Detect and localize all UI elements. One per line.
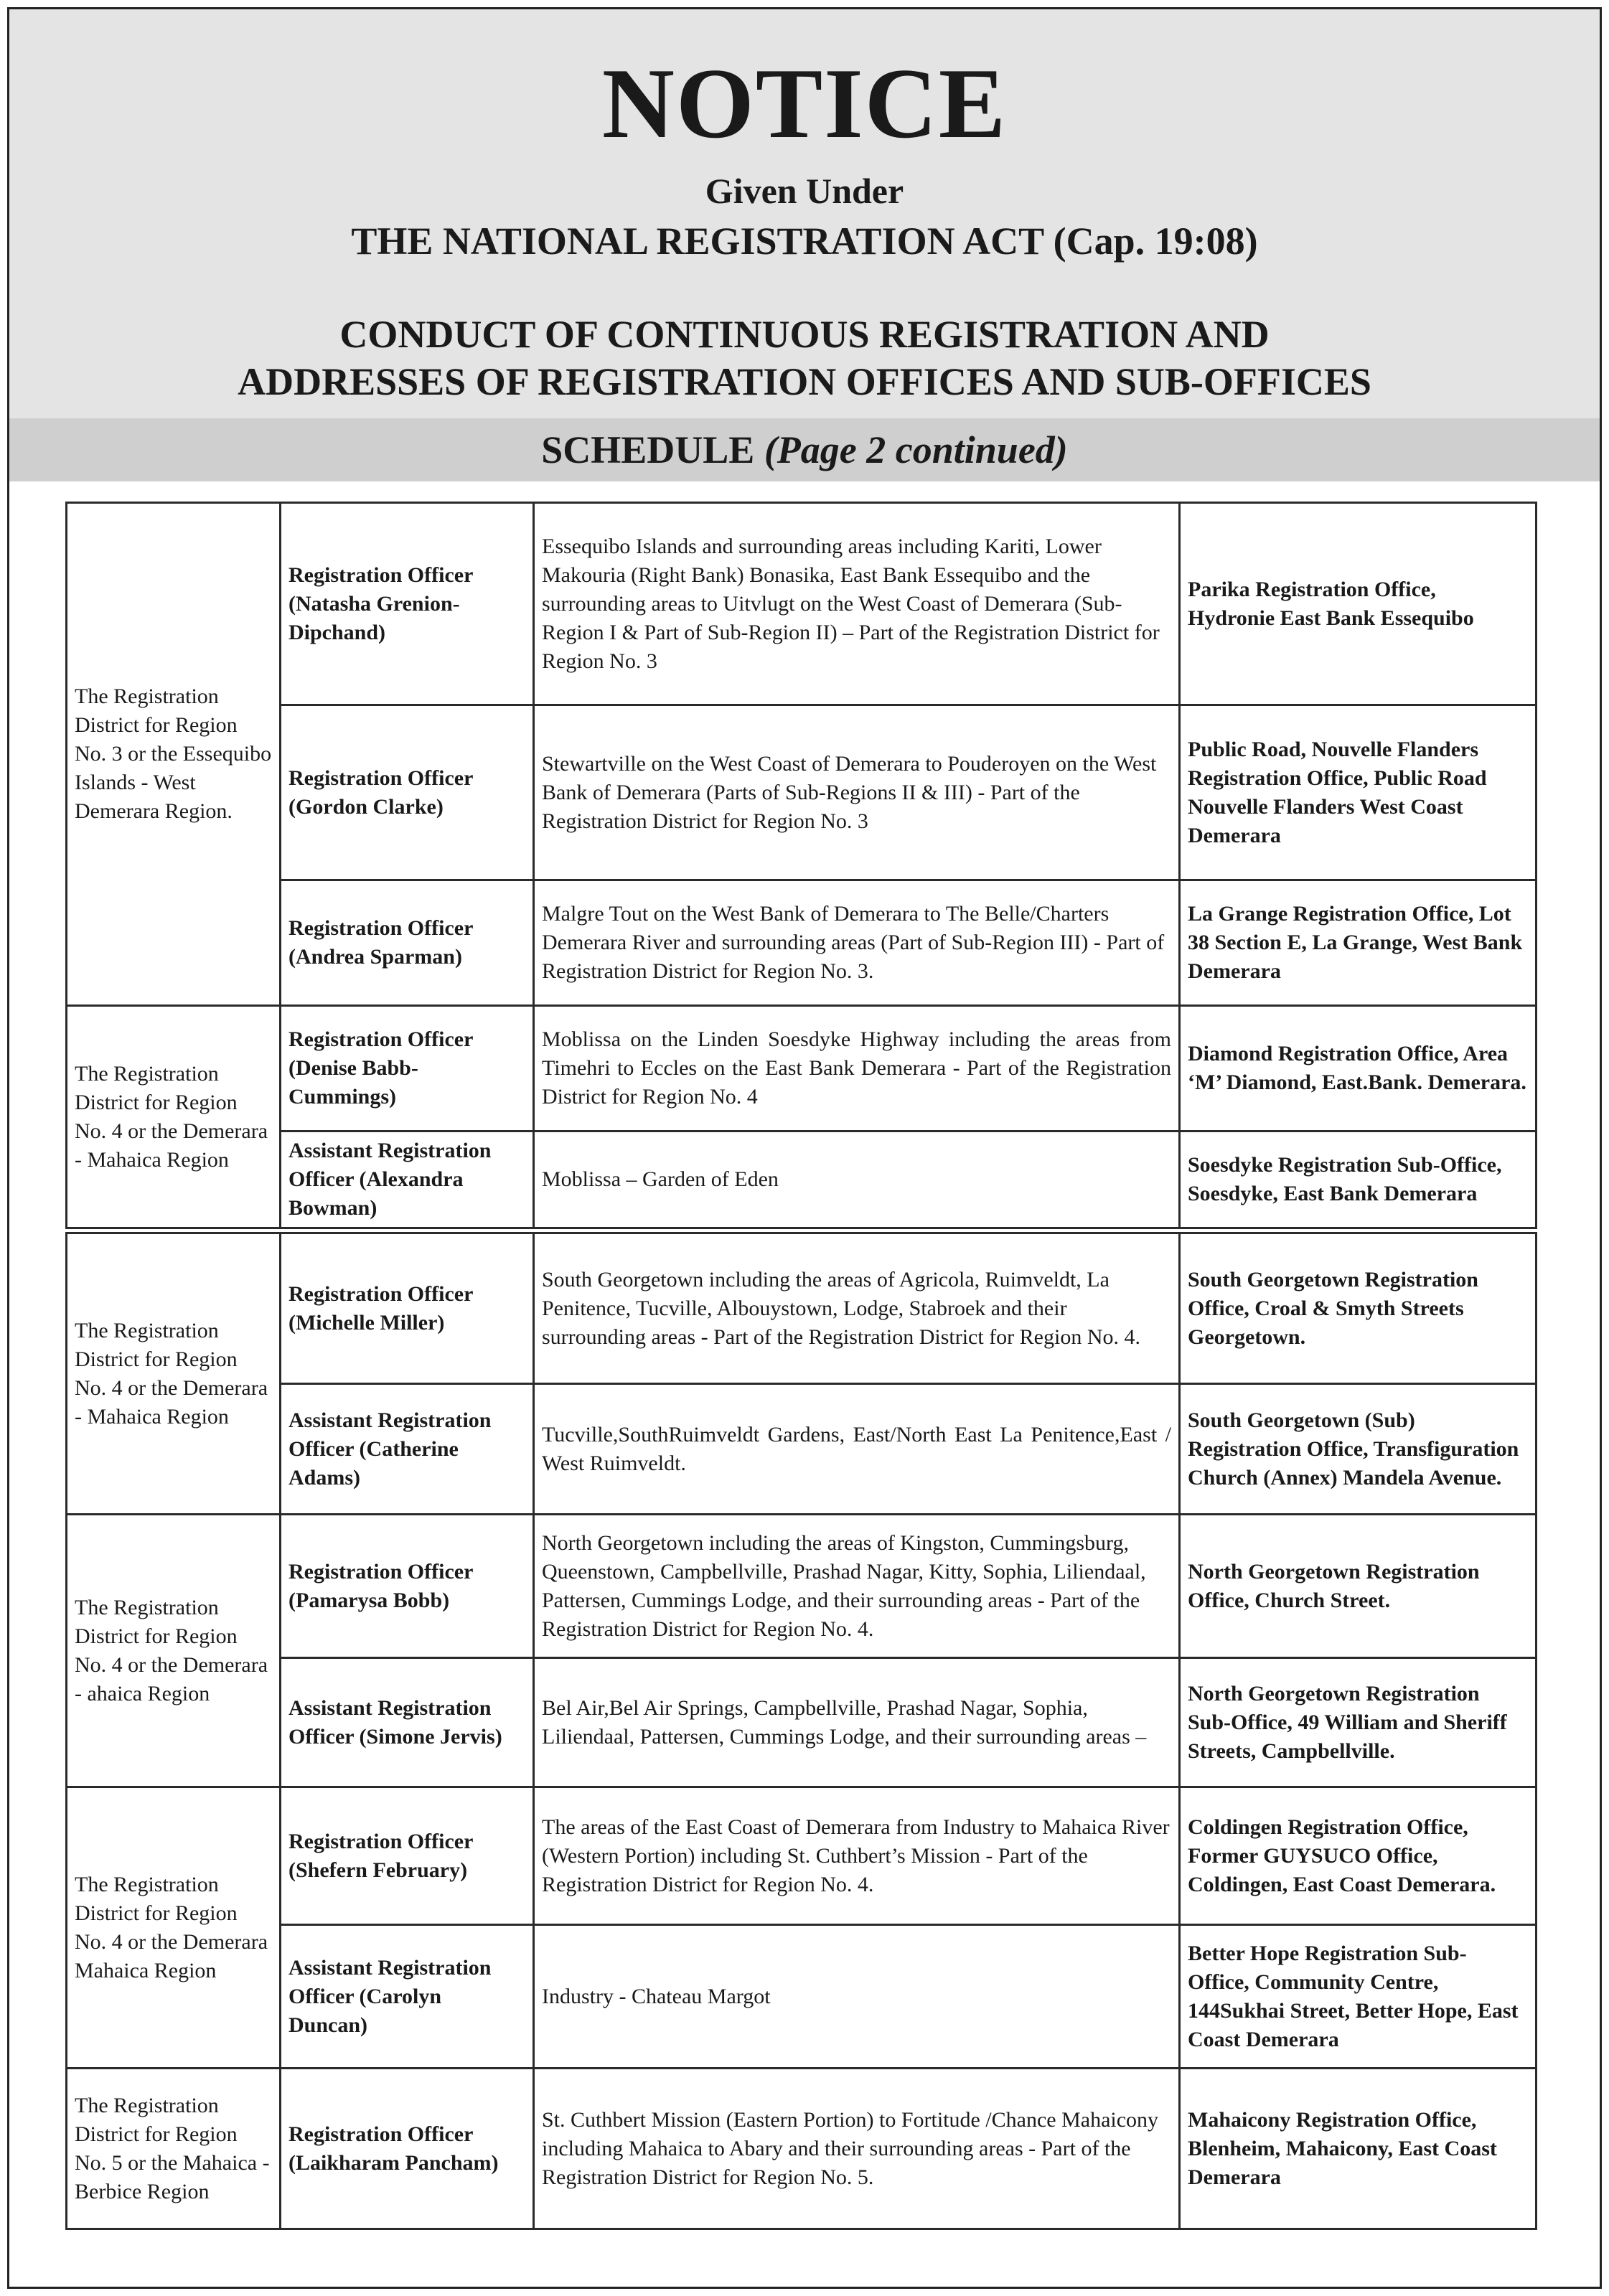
officer-cell: Registration Officer (Laikharam Pancham)	[281, 2069, 534, 2229]
address-cell: Mahaicony Registration Office, Blenheim, Mahaicony, East Coast Demerara	[1180, 2069, 1537, 2229]
district-cell: The Registration District for Region No. 4 or the Demerara - Mahaica Region	[67, 1006, 281, 1228]
table-row	[67, 880, 1537, 1006]
area-cell: The areas of the East Coast of Demerara from Industry to Mahaica River (Western Portion) including St. Cuthbert’s Mission - Part of the Registration District for Region No. 4.	[534, 1787, 1180, 1925]
area-cell: Malgre Tout on the West Bank of Demerara to The Belle/Charters Demerara River and surrounding areas (Part of Sub-Region III) - Part of Registration District for Region No. 3.	[534, 880, 1180, 1006]
area-cell: St. Cuthbert Mission (Eastern Portion) to Fortitude /Chance Mahaicony including Mahaica to Abary and their surrounding areas - Part of the Registration District for Region No. 5.	[534, 2069, 1180, 2229]
notice-header	[9, 9, 1600, 418]
area-cell: Moblissa – Garden of Eden	[534, 1131, 1180, 1228]
table-row	[67, 1233, 1537, 1384]
district-cell: The Registration District for Region No. 4 or the Demerara - ahaica Region	[67, 1515, 281, 1787]
table-row	[67, 1131, 1537, 1228]
officer-cell: Registration Officer (Denise Babb-Cummings)	[281, 1006, 534, 1131]
officer-cell: Registration Officer (Gordon Clarke)	[281, 705, 534, 880]
area-cell: Moblissa on the Linden Soesdyke Highway including the areas from Timehri to Eccles on the East Bank Demerara - Part of the Registration District for Region No. 4	[534, 1006, 1180, 1131]
district-cell: The Registration District for Region No. 4 or the Demerara Mahaica Region	[67, 1787, 281, 2069]
area-cell: Bel Air,Bel Air Springs, Campbellville, Prashad Nagar, Sophia, Liliendaal, Pattersen, Cummings Lodge, and their surrounding areas –	[534, 1658, 1180, 1787]
table-row	[67, 1787, 1537, 1925]
table-row	[67, 705, 1537, 880]
officer-cell: Registration Officer (Pamarysa Bobb)	[281, 1515, 534, 1658]
officer-cell: Assistant Registration Officer (Alexandra Bowman)	[281, 1131, 534, 1228]
officer-cell: Assistant Registration Officer (Simone Jervis)	[281, 1658, 534, 1787]
district-cell: The Registration District for Region No. 5 or the Mahaica - Berbice Region	[67, 2069, 281, 2229]
address-cell: Public Road, Nouvelle Flanders Registration Office, Public Road Nouvelle Flanders West Coast Demerara	[1180, 705, 1537, 880]
conduct-line-1: CONDUCT OF CONTINUOUS REGISTRATION AND	[339, 313, 1270, 356]
act-title: THE NATIONAL REGISTRATION ACT (Cap. 19:08)	[351, 220, 1258, 263]
officer-cell: Registration Officer (Shefern February)	[281, 1787, 534, 1925]
officer-cell: Registration Officer (Michelle Miller)	[281, 1233, 534, 1384]
area-cell: Tucville,SouthRuimveldt Gardens, East/North East La Penitence,East / West Ruimveldt.	[534, 1384, 1180, 1515]
officer-cell: Registration Officer (Natasha Grenion-Dipchand)	[281, 503, 534, 705]
schedule-heading	[9, 418, 1600, 481]
area-cell: Industry - Chateau Margot	[534, 1925, 1180, 2069]
address-cell: North Georgetown Registration Office, Church Street.	[1180, 1515, 1537, 1658]
officer-cell: Assistant Registration Officer (Carolyn Duncan)	[281, 1925, 534, 2069]
officer-cell: Assistant Registration Officer (Catherine Adams)	[281, 1384, 534, 1515]
table-row	[67, 1515, 1537, 1658]
table-row	[67, 1925, 1537, 2069]
table-row	[67, 1006, 1537, 1131]
schedule-table-1	[65, 502, 1537, 1229]
address-cell: Coldingen Registration Office, Former GUYSUCO Office, Coldingen, East Coast Demerara.	[1180, 1787, 1537, 1925]
conduct-line-2: ADDRESSES OF REGISTRATION OFFICES AND SUB-OFFICES	[238, 360, 1371, 403]
address-cell: South Georgetown Registration Office, Croal & Smyth Streets Georgetown.	[1180, 1233, 1537, 1384]
officer-cell: Registration Officer (Andrea Sparman)	[281, 880, 534, 1006]
area-cell: South Georgetown including the areas of Agricola, Ruimveldt, La Penitence, Tucville, Albouystown, Lodge, Stabroek and their surrounding areas - Part of the Registration District for Region No. 4.	[534, 1233, 1180, 1384]
table-row	[67, 1384, 1537, 1515]
notice-title: NOTICE	[601, 48, 1008, 159]
table-row	[67, 1658, 1537, 1787]
address-cell: Soesdyke Registration Sub-Office, Soesdyke, East Bank Demerara	[1180, 1131, 1537, 1228]
address-cell: Diamond Registration Office, Area ‘M’ Diamond, East.Bank. Demerara.	[1180, 1006, 1537, 1131]
schedule-note: (Page 2 continued)	[764, 428, 1068, 471]
district-cell: The Registration District for Region No. 3 or the Essequibo Islands - West Demerara Region.	[67, 503, 281, 1006]
address-cell: Better Hope Registration Sub-Office, Community Centre, 144Sukhai Street, Better Hope, East Coast Demerara	[1180, 1925, 1537, 2069]
address-cell: North Georgetown Registration Sub-Office, 49 William and Sheriff Streets, Campbellville.	[1180, 1658, 1537, 1787]
schedule-table-2	[65, 1232, 1537, 2230]
table-row	[67, 2069, 1537, 2229]
area-cell: Essequibo Islands and surrounding areas including Kariti, Lower Makouria (Right Bank) Bonasika, East Bank Essequibo and the surrounding areas to Uitvlugt on the West Coast of Demerara (Sub-Region I & Part of Sub-Region II) – Part of the Registration District for Region No. 3	[534, 503, 1180, 705]
area-cell: North Georgetown including the areas of Kingston, Cummingsburg, Queenstown, Campbellville, Prashad Nagar, Kitty, Sophia, Liliendaal, Pattersen, Cummings Lodge, and their surrounding areas - Part of the Registration District for Region No. 4.	[534, 1515, 1180, 1658]
given-under: Given Under	[705, 171, 904, 211]
table-row	[67, 503, 1537, 705]
address-cell: South Georgetown (Sub) Registration Office, Transfiguration Church (Annex) Mandela Avenue.	[1180, 1384, 1537, 1515]
address-cell: La Grange Registration Office, Lot 38 Section E, La Grange, West Bank Demerara	[1180, 880, 1537, 1006]
schedule-label: SCHEDULE	[541, 428, 755, 471]
district-cell: The Registration District for Region No. 4 or the Demerara - Mahaica Region	[67, 1233, 281, 1515]
area-cell: Stewartville on the West Coast of Demerara to Pouderoyen on the West Bank of Demerara (Parts of Sub-Regions II & III) - Part of the Registration District for Region No. 3	[534, 705, 1180, 880]
conduct-heading	[9, 311, 1600, 405]
address-cell: Parika Registration Office, Hydronie East Bank Essequibo	[1180, 503, 1537, 705]
